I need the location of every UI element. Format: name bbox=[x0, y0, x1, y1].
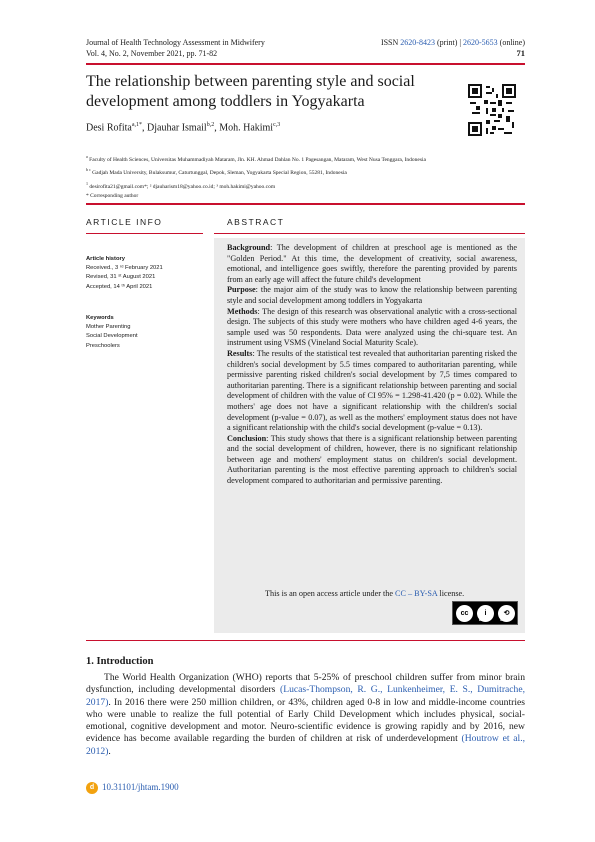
author-sup: a,1* bbox=[131, 122, 142, 128]
journal-header bbox=[86, 37, 265, 59]
intro-paragraph: The World Health Organization (WHO) reports that 5-25% of preschool children suffer from minor brain dysfunction, including developmental disorders (Lucas-Thompson, R. G., Lunkenheimer, E. S., Dumitrache, 2017). In 2016 there were 250 million children, or 43%, children aged 0-8 in low and middle-income countries who were unable to realize the full potential of Early Child Development which includes physical, social-emotional, cognitive development and motor. Neuro-scientific evidence is growing rapidly and by 2016, new evidence has become available regarding the burden of children at risk of underdevelopment (Houtrow et al., 2012). bbox=[86, 672, 525, 757]
page-number: 71 bbox=[516, 48, 525, 58]
cc-icon: cc bbox=[456, 605, 473, 622]
revised-date: Revised, 31 ˢᵗ August 2021 bbox=[86, 274, 156, 281]
keywords-block bbox=[86, 314, 206, 351]
doi-icon: d bbox=[86, 782, 98, 794]
journal-volume: Vol. 4, No. 2, November 2021, pp. 71-82 bbox=[86, 49, 218, 58]
citation-link[interactable]: (Houtrow et al., 2012) bbox=[86, 733, 525, 757]
issn-block bbox=[381, 37, 525, 59]
license-link[interactable]: CC – BY-SA bbox=[395, 589, 438, 598]
author-name: Desi Rofita bbox=[86, 122, 132, 134]
article-info-heading: ARTICLE INFO bbox=[86, 217, 163, 227]
cc-by-sa-badge-icon[interactable] bbox=[452, 601, 518, 625]
issn-online-suffix: (online) bbox=[499, 38, 525, 47]
author-name: Moh. Hakimi bbox=[219, 122, 274, 134]
author-sup: b,2 bbox=[206, 122, 215, 128]
keyword: Preschoolers bbox=[86, 342, 120, 349]
abstract-heading: ABSTRACT bbox=[227, 217, 285, 227]
author-sup: c,3 bbox=[273, 122, 281, 128]
corresponding-author: * Corresponding author bbox=[86, 192, 139, 199]
affiliation-line: $^a$ Faculty of Health Sciences, Universitas Muhammadiyah Mataram, Jln. KH. Ahmad Dahlan No. 1 Pagesangan, Mataram, West Nusa Tenggara, Indonesia bbox=[86, 154, 426, 163]
issn-print-link[interactable]: 2620-8423 bbox=[400, 38, 435, 47]
affiliations bbox=[86, 152, 526, 201]
history-label: Article history bbox=[86, 256, 125, 262]
keywords-label: Keywords bbox=[86, 315, 114, 321]
author-name: Djauhar Ismail bbox=[147, 122, 207, 134]
keyword: Social Development bbox=[86, 333, 138, 340]
attribution-icon: i bbox=[477, 605, 494, 622]
journal-name: Journal of Health Technology Assessment in Midwifery bbox=[86, 38, 265, 47]
share-alike-icon: ⟲ bbox=[498, 605, 515, 622]
doi-footer bbox=[86, 782, 179, 794]
citation-link[interactable]: (Lucas-Thompson, R. G., Lunkenheimer, E. S., Dumitrache, 2017) bbox=[86, 684, 525, 708]
affiliation-line: $^{b c}$ Gadjah Mada University, Bulaksumur, Caturtunggal, Depok, Sleman, Yogyakarta Special Region, 55281, Indonesia bbox=[86, 167, 347, 177]
abstract-conclusion: Conclusion: This study shows that there is a significant relationship between parenting and the social development of children, however, there is no significant relationship between age and mothers' employment status on children's social development. Authoritarian parenting is the most effective parenting approach to children's social development compared to authoritarian and permissive parenting. bbox=[227, 433, 517, 486]
received-date: Received., 3 ʳᵈ February 2021 bbox=[86, 265, 163, 272]
abstract-results: Results: The results of the statistical test revealed that authoritarian parenting risked the children's social development by 5.5 times compared to authoritarian parenting, while permissive parenting risked children's social development by 7,5 times compared to authoritarian parenting. There is a significant relationship between parenting and social development of children with the value of CI 95% = 1.298-41.420 (p = 0.02). While the mothers' age does not have a significant relationship with the children's social development (p-value = 0.07), as well as the mothers' employment status does not have a significant relationship with the child's social development (p-value = 0.13). bbox=[227, 348, 517, 433]
article-title: The relationship between parenting style and social development among toddlers in Yogyakarta bbox=[86, 73, 415, 110]
license-statement: This is an open access article under the CC – BY-SA license. bbox=[265, 589, 465, 598]
issn-print-suffix: (print) | bbox=[436, 38, 461, 47]
section-heading: 1. Introduction bbox=[86, 656, 154, 667]
abstract-purpose: Purpose: the major aim of the study was to know the relationship between parenting style and social development among toddlers in Yogyakarta bbox=[227, 285, 517, 305]
email-line: $^1$ desirofita21@gmail.com*; ² djauharism18@yahoo.co.id; ³ moh.hakimi@yahoo.com bbox=[86, 180, 276, 190]
issn-online-link[interactable]: 2620-5653 bbox=[463, 38, 498, 47]
affiliation-sup: b c bbox=[86, 167, 91, 173]
abstract-divider bbox=[214, 233, 525, 234]
article-history bbox=[86, 255, 206, 292]
abstract-background: Background: The development of children at preschool age is mentioned as the "Golden Period." At this time, the development of creativity, social awareness, emotional, and intelligence goes swiftly, therefore the parenting provided by parents from an early age will affect the future child's development bbox=[227, 243, 517, 284]
info-divider bbox=[86, 233, 203, 234]
author-list: Desi Rofita$^{a,1*}$, Djauhar Ismail$^{b,2}$, Moh. Hakimi$^{c,3}$ bbox=[86, 122, 281, 134]
header-divider bbox=[86, 63, 525, 65]
cc-by-label: BY bbox=[479, 617, 485, 622]
doi-link[interactable]: 10.31101/jhtam.1900 bbox=[102, 782, 179, 793]
abstract-bottom-divider bbox=[86, 640, 525, 641]
abstract-methods: Methods: The design of this research was observational analytic with a cross-sectional design. The subjects of this study were mothers who have children aged 4-6 years, the sample used was 50 respondents. Data were analyzed using the chi-square test. An instrument using VSMS (Vineland Social Maturity Scale). bbox=[227, 306, 517, 348]
keyword: Mother Parenting bbox=[86, 324, 131, 331]
cc-sa-label: SA bbox=[500, 617, 506, 622]
issn-prefix: ISSN bbox=[380, 38, 399, 47]
meta-divider bbox=[86, 203, 525, 205]
qr-code-icon[interactable] bbox=[468, 84, 516, 136]
affiliation-sup: a bbox=[86, 154, 88, 159]
abstract-text bbox=[227, 243, 517, 487]
accepted-date: Accepted, 14 ᵗʰ April 2021 bbox=[86, 283, 153, 290]
